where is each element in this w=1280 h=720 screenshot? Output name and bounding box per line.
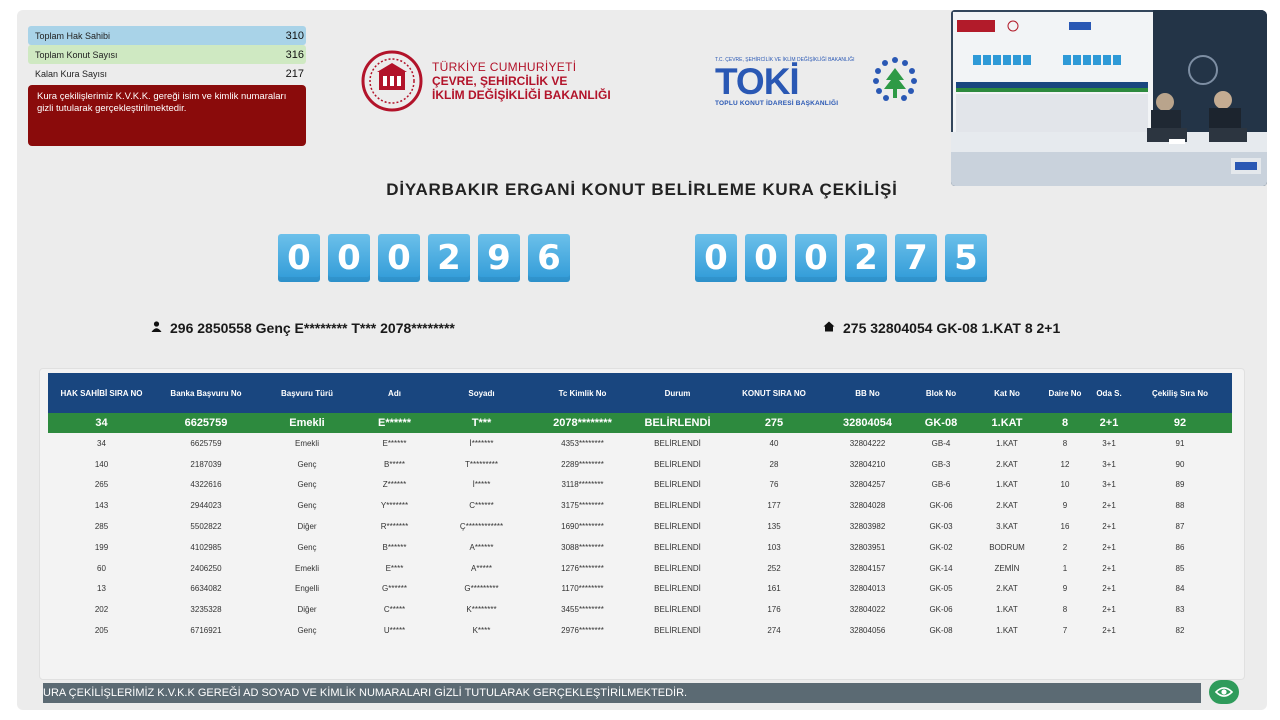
user-icon (151, 321, 162, 335)
stat-value: 310 (285, 29, 304, 42)
table-cell: GK-02 (929, 542, 953, 552)
table-cell: Ç************ (459, 522, 504, 532)
table-cell: T*** (432, 413, 531, 433)
table-cell: R******* (380, 522, 409, 532)
table-cell: 2406250 (190, 563, 222, 573)
table-cell: 12 (1060, 459, 1070, 469)
house-summary (823, 320, 1060, 336)
table-cell: 3118******** (561, 480, 604, 490)
table-cell: U***** (383, 626, 406, 636)
table-cell: 1170******** (561, 584, 604, 594)
column-header: HAK SAHİBİ SIRA NO (48, 373, 155, 413)
table-cell: Emekli (294, 438, 319, 448)
table-cell: 2187039 (190, 459, 222, 469)
page-title: DİYARBAKIR ERGANİ KONUT BELİRLEME KURA ÇEKİLİŞİ (386, 180, 898, 199)
house-counter (695, 234, 995, 282)
table-cell: GK-14 (929, 563, 953, 573)
table-cell: 3+1 (1102, 459, 1116, 469)
table-cell: BELİRLENDİ (654, 522, 701, 532)
counter-digit: 2 (845, 234, 887, 282)
table-cell: 85 (1175, 563, 1185, 573)
column-header: Soyadı (432, 373, 531, 413)
table-row (48, 620, 1232, 641)
column-header: Oda S. (1090, 373, 1128, 413)
table-cell: 32804257 (849, 480, 886, 490)
counter-digit: 2 (428, 234, 470, 282)
table-cell: BELİRLENDİ (654, 459, 701, 469)
table-cell: 76 (769, 480, 779, 490)
column-header: Tc Kimlik No (531, 373, 634, 413)
beneficiary-summary (151, 320, 455, 336)
table-cell: 2944023 (190, 501, 222, 511)
toki-word: TOKİ (715, 61, 799, 102)
table-cell: 32804054 (827, 413, 908, 433)
stat-label: Toplam Konut Sayısı (35, 49, 118, 60)
table-row (48, 454, 1232, 475)
table-cell: Emekli (294, 563, 319, 573)
ministry-logo (357, 50, 611, 112)
table-cell: 205 (94, 626, 109, 636)
kura-screen (17, 10, 1267, 710)
house-summary-text: 275 32804054 GK-08 1.KAT 8 2+1 (843, 320, 1061, 336)
table-cell: Genç (297, 542, 317, 552)
table-cell: Diğer (297, 522, 317, 532)
toki-topline: T.C. ÇEVRE, ŞEHİRCİLİK VE İKLİM DEĞİŞİKLİĞİ BAKANLIĞI (715, 57, 855, 63)
table-cell: G****** (382, 584, 407, 594)
table-cell: 177 (767, 501, 781, 511)
table-cell: 2+1 (1090, 413, 1128, 433)
table-cell: 3455******** (561, 605, 604, 615)
table-cell: BELİRLENDİ (654, 542, 701, 552)
table-cell: Y******* (380, 501, 409, 511)
table-cell: 32803982 (849, 522, 886, 532)
table-cell: 88 (1175, 501, 1185, 511)
table-cell: 2+1 (1102, 542, 1116, 552)
table-cell: 6716921 (190, 626, 222, 636)
table-cell: 1690******** (561, 522, 604, 532)
table-cell: B***** (384, 459, 405, 469)
column-header: Banka Başvuru No (155, 373, 257, 413)
table-cell: GK-06 (929, 501, 953, 511)
table-cell: Genç (297, 501, 317, 511)
table-cell: 2289******** (561, 459, 604, 469)
table-row (48, 433, 1232, 454)
kvkk-notice: Kura çekilişlerimiz K.V.K.K. gereği isim ve kimlik numaraları gizli tutularak gerçekleştirilmektedir. (28, 85, 306, 146)
home-icon (823, 321, 835, 335)
table-cell: Z****** (382, 480, 407, 490)
column-header: KONUT SIRA NO (721, 373, 827, 413)
counter-digit: 6 (528, 234, 570, 282)
table-row-highlighted (48, 413, 1232, 433)
table-cell: 32804013 (849, 584, 886, 594)
table-cell: 6634082 (190, 584, 222, 594)
table-cell: 1276******** (561, 563, 604, 573)
table-cell: BELİRLENDİ (654, 626, 701, 636)
table-cell: 2+1 (1102, 522, 1116, 532)
table-cell: 84 (1175, 584, 1185, 594)
results-table-card (39, 368, 1245, 680)
table-cell: 2 (1062, 542, 1068, 552)
column-header: BB No (827, 373, 908, 413)
table-cell: 3+1 (1102, 438, 1116, 448)
table-cell: 28 (769, 459, 779, 469)
table-row (48, 599, 1232, 620)
table-cell: 89 (1175, 480, 1185, 490)
table-cell: 92 (1128, 413, 1232, 433)
table-cell: Engelli (294, 584, 319, 594)
column-header: Daire No (1040, 373, 1090, 413)
table-cell: 40 (769, 438, 779, 448)
table-cell: 2.KAT (996, 459, 1018, 469)
column-header: Kat No (974, 373, 1040, 413)
table-cell: 60 (97, 563, 106, 573)
table-cell: 83 (1175, 605, 1185, 615)
table-cell: GB-4 (931, 438, 951, 448)
table-cell: C***** (383, 605, 406, 615)
eye-icon (1215, 686, 1233, 698)
stat-label: Kalan Kura Sayısı (35, 68, 108, 79)
table-cell: E****** (357, 413, 432, 433)
counter-digit: 0 (378, 234, 420, 282)
table-row (48, 495, 1232, 516)
live-video-feed[interactable] (951, 10, 1267, 186)
table-cell: 1.KAT (974, 413, 1040, 433)
table-cell: 140 (94, 459, 109, 469)
stats-panel (28, 26, 306, 146)
table-cell: 90 (1175, 459, 1185, 469)
table-cell: A***** (471, 563, 492, 573)
table-cell: 2.KAT (996, 501, 1018, 511)
ministry-line1: TÜRKİYE CUMHURİYETİ (432, 60, 577, 74)
table-cell: İ***** (472, 480, 491, 490)
results-table (48, 373, 1232, 641)
counter-digit: 0 (745, 234, 787, 282)
table-cell: GK-08 (929, 626, 953, 636)
table-cell: 32804210 (849, 459, 886, 469)
table-cell: 1 (1062, 563, 1068, 573)
stat-remaining (28, 64, 306, 83)
table-cell: 10 (1060, 480, 1070, 490)
table-cell: Genç (297, 480, 317, 490)
table-cell: B****** (382, 542, 407, 552)
table-body (48, 413, 1232, 641)
table-cell: 32804056 (849, 626, 886, 636)
table-cell: T********* (465, 459, 498, 469)
table-cell: BELİRLENDİ (654, 438, 701, 448)
table-cell: 2+1 (1102, 605, 1116, 615)
counter-digit: 0 (795, 234, 837, 282)
table-row (48, 579, 1232, 600)
table-cell: 6625759 (155, 413, 257, 433)
table-cell: GK-06 (929, 605, 953, 615)
table-cell: 6625759 (190, 438, 222, 448)
counter-digit: 0 (278, 234, 320, 282)
table-cell: 34 (48, 413, 155, 433)
table-cell: Emekli (257, 413, 357, 433)
table-cell: 9 (1062, 501, 1068, 511)
table-cell: 3+1 (1102, 480, 1116, 490)
column-header: Başvuru Türü (257, 373, 357, 413)
table-cell: 32803951 (849, 542, 886, 552)
table-header-row (48, 373, 1232, 413)
table-cell: GK-05 (929, 584, 953, 594)
counter-digit: 7 (895, 234, 937, 282)
table-cell: K******** (466, 605, 497, 615)
table-cell: G********* (464, 584, 499, 594)
table-cell: 1.KAT (996, 438, 1018, 448)
table-cell: BELİRLENDİ (654, 584, 701, 594)
table-cell: 176 (767, 605, 781, 615)
table-cell: E**** (385, 563, 404, 573)
table-cell: 2.KAT (996, 584, 1018, 594)
stat-total-houses (28, 45, 306, 64)
table-cell: Genç (297, 626, 317, 636)
table-cell: 275 (721, 413, 827, 433)
table-cell: 2+1 (1102, 626, 1116, 636)
eye-button[interactable] (1209, 680, 1239, 704)
table-cell: GK-03 (929, 522, 953, 532)
table-cell: 3.KAT (996, 522, 1018, 532)
table-cell: BODRUM (989, 542, 1025, 552)
stat-label: Toplam Hak Sahibi (35, 30, 111, 41)
column-header: Adı (357, 373, 432, 413)
table-cell: E****** (382, 438, 407, 448)
table-cell: 199 (94, 542, 109, 552)
column-header: Çekiliş Sıra No (1128, 373, 1232, 413)
table-cell: K**** (472, 626, 491, 636)
table-cell: 7 (1062, 626, 1068, 636)
table-cell: 8 (1062, 605, 1068, 615)
table-cell: 8 (1062, 438, 1068, 448)
table-cell: GB-6 (931, 480, 951, 490)
table-cell: 4353******** (561, 438, 604, 448)
stat-total-beneficiaries (28, 26, 306, 45)
table-cell: 265 (94, 480, 109, 490)
table-cell: 4322616 (190, 480, 222, 490)
table-cell: BELİRLENDİ (654, 605, 701, 615)
table-row (48, 558, 1232, 579)
stat-value: 217 (285, 67, 304, 80)
stat-value: 316 (285, 48, 304, 61)
table-cell: 3235328 (190, 605, 222, 615)
table-cell: Diğer (297, 605, 317, 615)
table-cell: 32804222 (849, 438, 886, 448)
table-cell: 3088******** (561, 542, 604, 552)
toki-tree-icon (865, 56, 925, 108)
column-header: Durum (634, 373, 721, 413)
table-row (48, 475, 1232, 496)
table-cell: 8 (1040, 413, 1090, 433)
table-cell: BELİRLENDİ (654, 501, 701, 511)
table-cell: 4102985 (190, 542, 222, 552)
table-cell: 32804028 (849, 501, 886, 511)
table-cell: 34 (97, 438, 106, 448)
table-cell: C****** (469, 501, 494, 511)
table-cell: 9 (1062, 584, 1068, 594)
table-cell: 1.KAT (996, 605, 1018, 615)
table-cell: 2078******** (531, 413, 634, 433)
table-cell: 103 (767, 542, 781, 552)
kvkk-ticker: URA ÇEKİLİŞLERİMİZ K.V.K.K GEREĞİ AD SOYAD VE KİMLİK NUMARALARI GİZLİ TUTULARAK GERÇEKLEŞTİRİLMEKTEDİR. (43, 683, 1201, 703)
ministry-line2: ÇEVRE, ŞEHİRCİLİK VE (432, 74, 568, 88)
table-cell: 32804157 (849, 563, 886, 573)
counter-digit: 5 (945, 234, 987, 282)
table-cell: 135 (767, 522, 781, 532)
video-scene (951, 10, 1267, 186)
table-cell: 32804022 (849, 605, 886, 615)
table-cell: 1.KAT (996, 480, 1018, 490)
table-cell: 2+1 (1102, 584, 1116, 594)
table-cell: 285 (94, 522, 109, 532)
ministry-line3: İKLİM DEĞİŞİKLİĞİ BAKANLIĞI (432, 88, 611, 102)
table-cell: 2+1 (1102, 563, 1116, 573)
table-cell: 82 (1175, 626, 1185, 636)
table-cell: 1.KAT (996, 626, 1018, 636)
table-cell: ZEMİN (994, 563, 1020, 573)
ministry-emblem-icon (357, 50, 427, 112)
table-cell: 161 (767, 584, 781, 594)
table-cell: 16 (1060, 522, 1070, 532)
table-cell: 91 (1175, 438, 1185, 448)
table-cell: BELİRLENDİ (654, 480, 701, 490)
table-row (48, 537, 1232, 558)
table-cell: 86 (1175, 542, 1185, 552)
toki-subtitle: TOPLU KONUT İDARESİ BAŞKANLIĞI (715, 100, 839, 107)
table-cell: Genç (297, 459, 317, 469)
table-cell: 252 (767, 563, 781, 573)
counter-digit: 9 (478, 234, 520, 282)
table-cell: 202 (94, 605, 109, 615)
beneficiary-counter (278, 234, 578, 282)
table-cell: 87 (1175, 522, 1185, 532)
table-cell: 274 (767, 626, 781, 636)
table-cell: 3175******** (561, 501, 604, 511)
table-cell: İ******* (469, 438, 494, 448)
table-cell: 2976******** (561, 626, 604, 636)
table-cell: A****** (469, 542, 494, 552)
table-cell: GK-08 (908, 413, 974, 433)
table-cell: 143 (94, 501, 109, 511)
table-cell: 2+1 (1102, 501, 1116, 511)
table-row (48, 516, 1232, 537)
counter-digit: 0 (328, 234, 370, 282)
table-cell: GB-3 (931, 459, 951, 469)
table-cell: 13 (97, 584, 106, 594)
table-cell: BELİRLENDİ (654, 563, 701, 573)
toki-logo (715, 56, 925, 108)
column-header: Blok No (908, 373, 974, 413)
beneficiary-summary-text: 296 2850558 Genç E******** T*** 2078******** (170, 320, 455, 336)
table-cell: BELİRLENDİ (634, 413, 721, 433)
table-cell: 5502822 (190, 522, 222, 532)
counter-digit: 0 (695, 234, 737, 282)
